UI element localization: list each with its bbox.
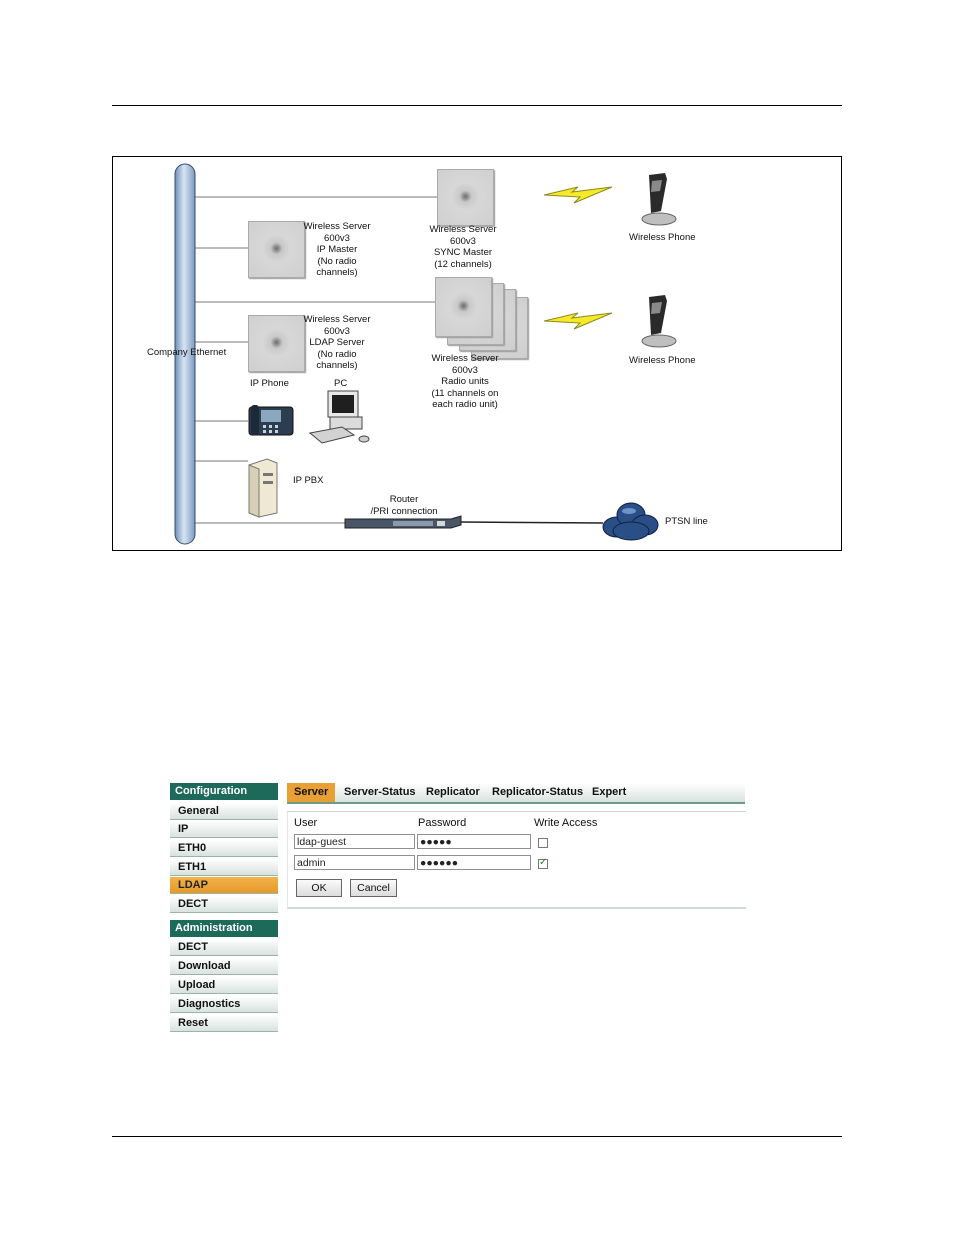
sidebar-administration-header: Administration (170, 920, 278, 937)
header-rule (112, 105, 842, 106)
label-line: IP Master (316, 244, 358, 255)
label-ws-ldap-server (299, 314, 375, 372)
network-diagram (112, 156, 842, 551)
cancel-button[interactable]: Cancel (350, 879, 397, 897)
radio-link-icon-2 (544, 307, 614, 333)
label-line: (No radio (317, 348, 357, 360)
wireless-phone-icon-1 (639, 171, 679, 227)
sidebar-item-upload[interactable]: Upload (170, 977, 278, 994)
write-access-checkbox-1[interactable] (538, 838, 548, 848)
label-line: Wireless Server (431, 353, 499, 364)
ok-button[interactable]: OK (296, 879, 342, 897)
label-line: Wireless Server (303, 314, 371, 325)
password-field-1[interactable]: ●●●●● (417, 834, 531, 849)
label-wireless-phone-1: Wireless Phone (629, 232, 696, 243)
column-password-header: Password (418, 817, 467, 829)
ws-ldap-server-unit (248, 315, 305, 372)
label-ws-sync-master (425, 224, 501, 270)
sidebar-item-general[interactable]: General (170, 803, 278, 820)
sidebar-item-admin-dect[interactable]: DECT (170, 939, 278, 956)
tab-replicator[interactable]: Replicator (426, 786, 480, 798)
label-line: Wireless Server (429, 224, 497, 235)
label-line: 600v3 (452, 364, 478, 376)
radio-link-icon-1 (544, 181, 614, 207)
label-ip-phone: IP Phone (250, 378, 289, 389)
tab-server-status[interactable]: Server-Status (344, 786, 416, 798)
label-line: SYNC Master (433, 247, 493, 258)
ws-radio-unit-1 (435, 277, 492, 337)
label-pc: PC (334, 378, 348, 389)
sidebar-configuration-header: Configuration (170, 783, 278, 800)
wireless-phone-icon-2 (639, 293, 679, 349)
label-line: Radio units (441, 376, 489, 387)
label-ws-ip-master (299, 221, 375, 279)
column-user-header: User (294, 817, 318, 829)
label-line: channels) (316, 267, 358, 278)
tab-bar (287, 783, 745, 804)
label-line: 600v3 (324, 232, 350, 244)
label-line: (12 channels) (434, 258, 492, 270)
tab-expert[interactable]: Expert (592, 786, 627, 798)
label-line: LDAP Server (309, 337, 365, 348)
ip-phone-icon (247, 401, 295, 439)
sidebar-item-dect[interactable]: DECT (170, 896, 278, 913)
label-wireless-phone-2: Wireless Phone (629, 355, 696, 366)
user-field-2[interactable]: admin (294, 855, 415, 870)
label-ptsn-line: PTSN line (665, 516, 708, 527)
sidebar-item-download[interactable]: Download (170, 958, 278, 975)
ldap-config-screenshot (170, 783, 745, 1035)
label-router (359, 494, 449, 517)
label-ws-radio-units (421, 353, 509, 411)
label-line: (No radio (317, 255, 357, 267)
label-line: 600v3 (324, 325, 350, 337)
column-write-access-header: Write Access (534, 817, 598, 829)
cloud-icon (599, 497, 661, 543)
ip-pbx-icon (245, 457, 281, 519)
user-field-1[interactable]: ldap-guest (294, 834, 415, 849)
footer-rule (112, 1136, 842, 1137)
sidebar-item-diagnostics[interactable]: Diagnostics (170, 996, 278, 1013)
sidebar-item-reset[interactable]: Reset (170, 1015, 278, 1032)
label-line: /PRI connection (370, 505, 438, 517)
sidebar-item-eth0[interactable]: ETH0 (170, 840, 278, 857)
ws-sync-master-unit (437, 169, 494, 226)
label-line: 600v3 (450, 235, 476, 247)
ldap-user-form (287, 811, 746, 909)
sidebar-item-ip[interactable]: IP (170, 821, 278, 838)
label-line: Wireless Server (303, 221, 371, 232)
pc-icon (308, 389, 373, 445)
sidebar-item-eth1[interactable]: ETH1 (170, 859, 278, 876)
ws-ip-master-unit (248, 221, 305, 278)
write-access-checkbox-2[interactable] (538, 859, 548, 869)
label-company-ethernet: Company Ethernet (147, 347, 227, 358)
label-ip-pbx: IP PBX (293, 475, 324, 486)
sidebar-item-ldap[interactable]: LDAP (170, 877, 278, 894)
tab-server[interactable]: Server (287, 783, 335, 802)
label-line: channels) (316, 360, 358, 371)
router-icon (343, 515, 463, 529)
label-line: each radio unit) (432, 399, 498, 410)
password-field-2[interactable]: ●●●●●● (417, 855, 531, 870)
label-line: Router (389, 494, 419, 505)
label-line: (11 channels on (431, 387, 499, 399)
tab-replicator-status[interactable]: Replicator-Status (492, 786, 584, 798)
